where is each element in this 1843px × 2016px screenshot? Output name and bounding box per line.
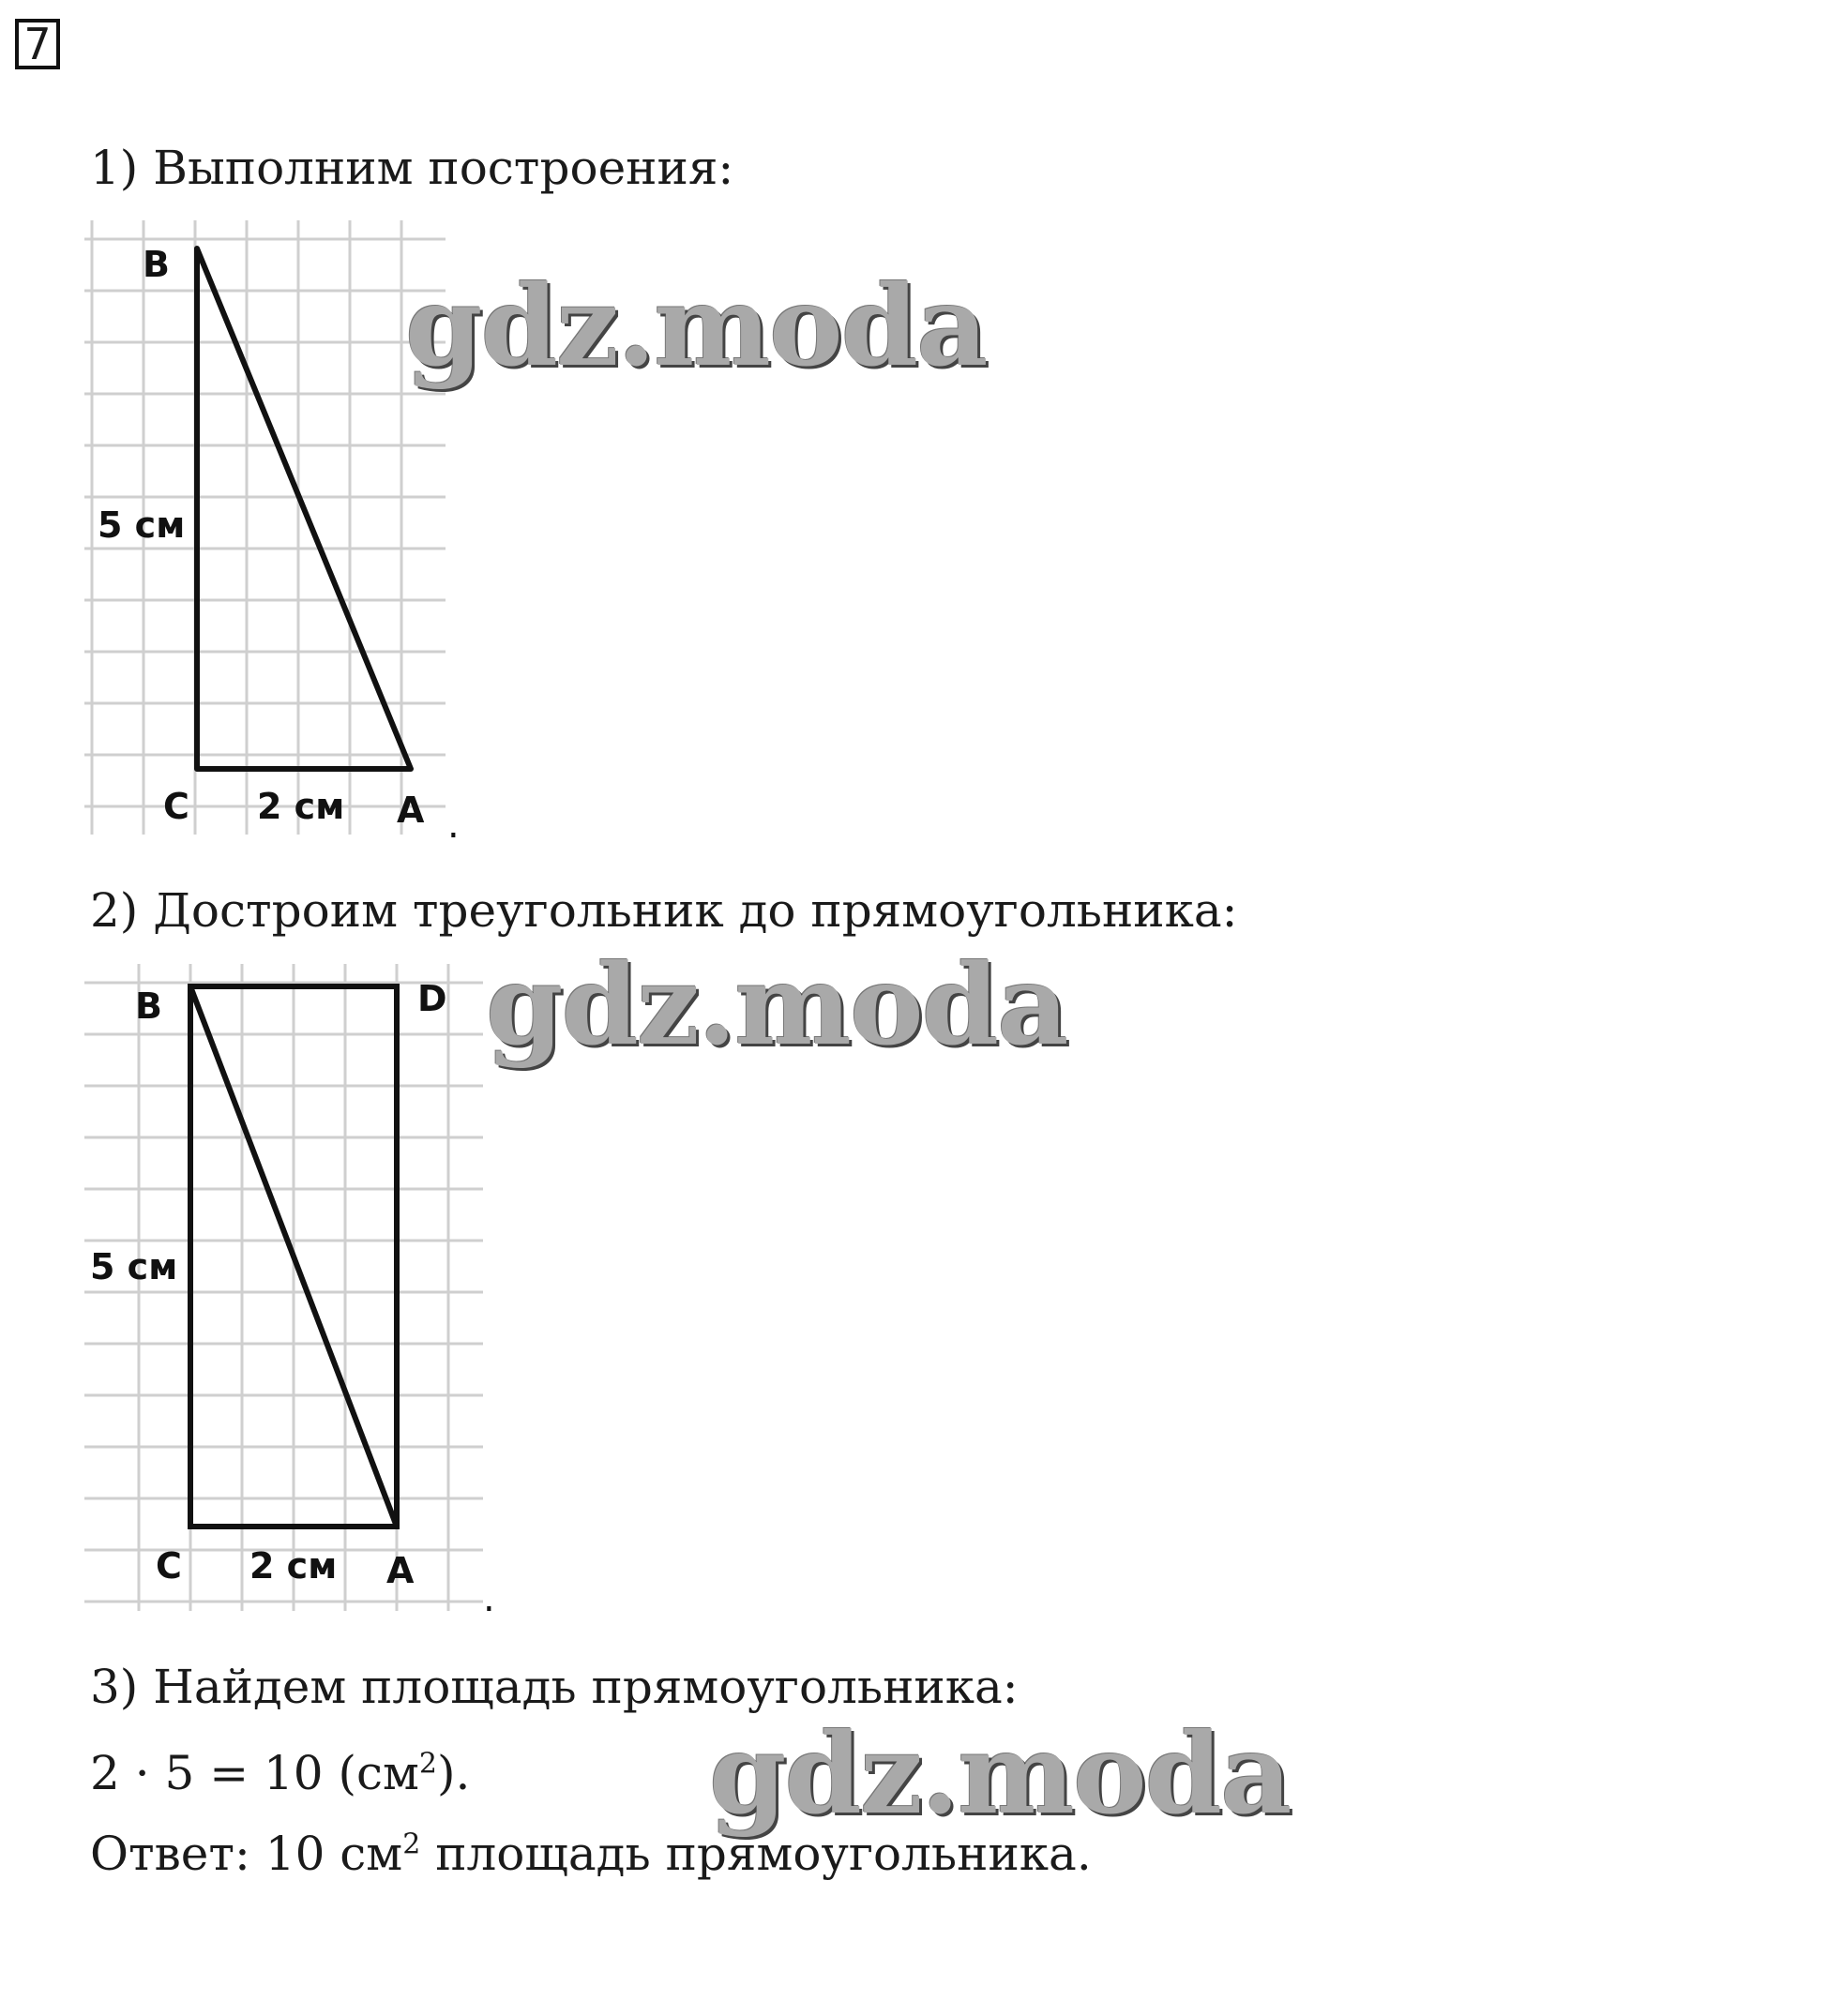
figure-2-period: .: [483, 1577, 495, 1620]
calc-prefix: 2 · 5 = 10 (см: [90, 1746, 419, 1800]
watermark-2: gdz.moda: [486, 940, 1067, 1070]
vertex-c-label: C: [163, 786, 189, 827]
step-3-text: 3) Найдем площадь прямоугольника:: [90, 1660, 1019, 1714]
calc-suffix: ).: [437, 1746, 471, 1800]
vertex-a-label: A: [386, 1550, 415, 1591]
vertex-d-label: D: [417, 978, 447, 1019]
figure-rectangle: [84, 964, 506, 1620]
watermark-1: gdz.moda: [405, 261, 987, 391]
answer-suffix: площадь прямоугольника.: [420, 1827, 1092, 1881]
task-number: 7: [15, 19, 60, 69]
side-bc-label: 5 см: [90, 1246, 178, 1287]
answer-prefix: Ответ: 10 см: [90, 1827, 403, 1881]
answer-exponent: 2: [402, 1828, 421, 1861]
side-ca-label: 2 см: [249, 1545, 338, 1587]
area-calculation: [90, 1746, 470, 1800]
triangle-abc: [197, 248, 411, 769]
side-ca-label: 2 см: [257, 786, 345, 827]
watermark-3: gdz.moda: [709, 1708, 1291, 1839]
step-2-text: 2) Достроим треугольник до прямоугольника:: [90, 883, 1238, 938]
step-1-text: 1) Выполним построения:: [90, 141, 734, 195]
vertex-b-label: B: [135, 985, 162, 1027]
side-bc-label: 5 см: [98, 504, 186, 546]
answer-text: [90, 1827, 1092, 1881]
vertex-b-label: B: [143, 244, 170, 285]
figure-1-period: .: [447, 804, 460, 844]
vertex-a-label: A: [397, 790, 425, 831]
vertex-c-label: C: [156, 1545, 182, 1587]
calc-exponent: 2: [418, 1747, 437, 1781]
grid: [84, 964, 483, 1611]
